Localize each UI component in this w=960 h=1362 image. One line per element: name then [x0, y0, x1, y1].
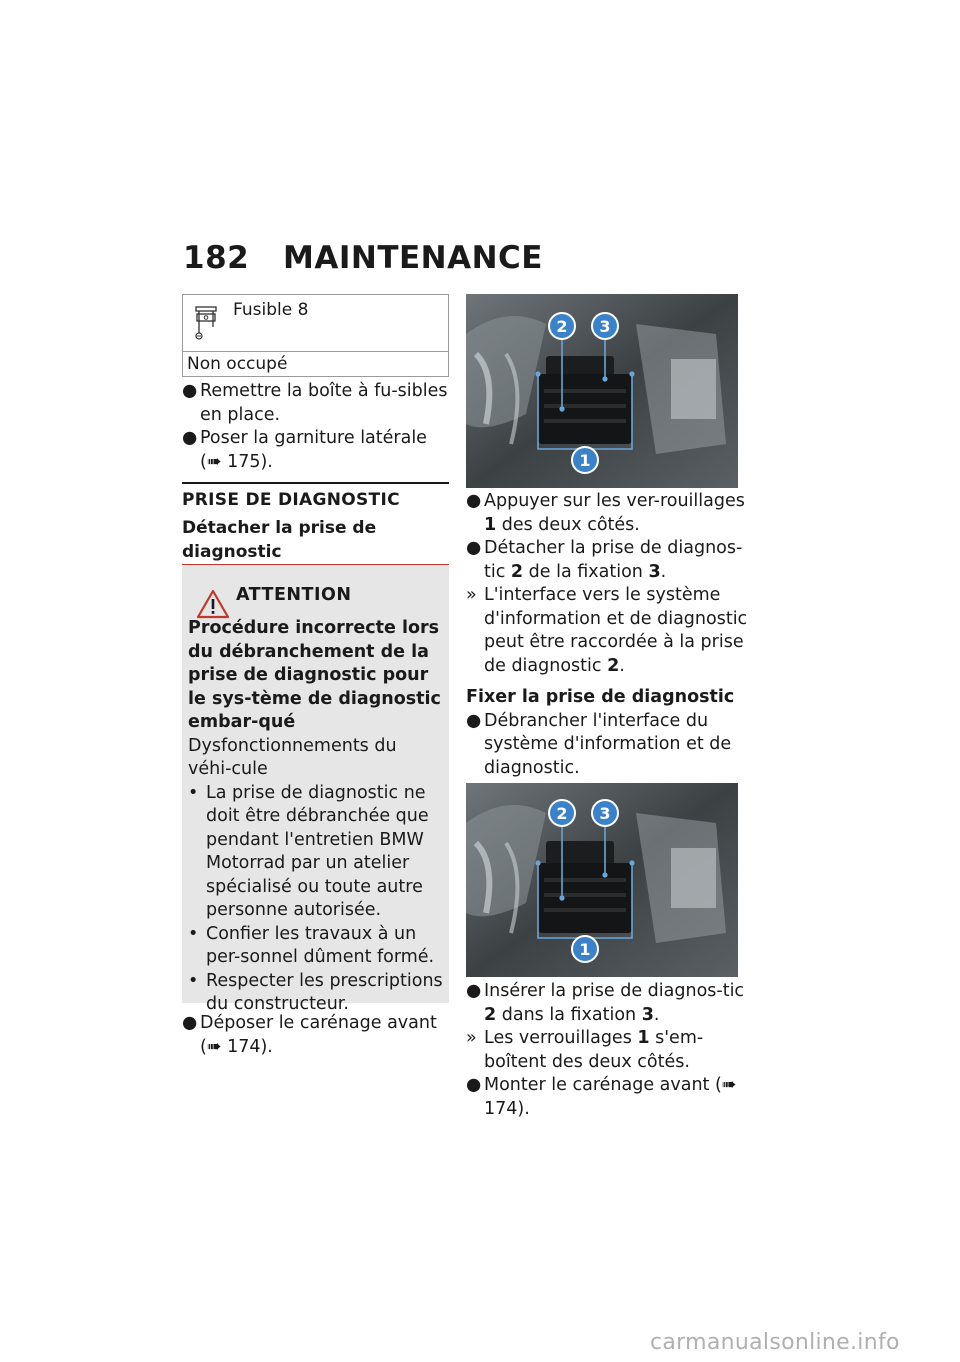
- watermark: carmanualsonline.info: [650, 1330, 900, 1355]
- callout-1: 1: [579, 940, 591, 959]
- bullet-icon: ●: [466, 1075, 482, 1095]
- section-subtitle: Détacher la prise de diagnostic: [182, 518, 377, 562]
- bullet-icon: ●: [182, 1013, 198, 1033]
- right-steps-3: [466, 980, 751, 1121]
- fuse-table-header: [183, 295, 448, 352]
- bullet-icon: •: [188, 970, 199, 991]
- callout-1: 1: [579, 451, 591, 470]
- page-header: [183, 240, 543, 276]
- page-reference[interactable]: 174: [227, 1036, 261, 1057]
- bullet-icon: ●: [182, 428, 198, 448]
- list-item: • Confier les travaux à un per-sonnel dûment formé.: [188, 923, 435, 967]
- left-steps: [182, 380, 452, 474]
- warning-title: Procédure incorrecte lors du débranchement de la prise de diagnostic pour le sys-tème de diagnostic embar-qué: [188, 618, 441, 732]
- callout-3: 3: [599, 317, 611, 336]
- arrow-ref-icon: ➠: [206, 1036, 228, 1057]
- bullet-icon: ●: [182, 381, 198, 401]
- section-title: PRISE DE DIAGNOSTIC: [182, 490, 400, 510]
- warning-triangle-icon: [196, 589, 230, 623]
- fuse-icon: [193, 305, 219, 345]
- callout-3: 3: [599, 804, 611, 823]
- list-item: ● Remettre la boîte à fu-sibles en place.: [182, 381, 448, 425]
- bullet-icon: ●: [466, 538, 482, 558]
- list-item: • La prise de diagnostic ne doit être débranchée que pendant l'entretien BMW Motorrad par un atelier spécialisé ou toute autre personne autorisée.: [188, 782, 429, 920]
- fuse-title: Fusible 8: [233, 300, 309, 320]
- list-item: ● Débrancher l'interface du système d'information et de diagnostic.: [466, 710, 732, 778]
- callout-2: 2: [556, 804, 568, 823]
- list-item: • Respecter les prescriptions du constructeur.: [188, 970, 443, 1014]
- bullet-icon: ●: [466, 491, 482, 511]
- left-final-step: [182, 1012, 452, 1059]
- figure-diagnostic-plug-1: [466, 294, 738, 488]
- arrow-ref-icon: ➠: [721, 1075, 737, 1095]
- result-item: » L'interface vers le système d'information et de diagnostic peut être raccordée à la prise de diagnostic 2.: [466, 585, 748, 676]
- right-steps-1: [466, 490, 751, 780]
- page-reference[interactable]: 175: [227, 451, 261, 472]
- page-number: 182: [183, 240, 250, 276]
- warning-items: [188, 782, 443, 1017]
- bullet-icon: ●: [466, 710, 482, 731]
- fuse-value: Non occupé: [187, 354, 288, 374]
- list-item: ● Détacher la prise de diagnos-tic 2 de la fixation 3.: [466, 538, 743, 582]
- bullet-icon: ●: [466, 981, 482, 1001]
- result-arrow-icon: »: [466, 585, 477, 605]
- list-item: ● Insérer la prise de diagnos-tic 2 dans la fixation 3.: [466, 981, 745, 1025]
- warning-label: ATTENTION: [236, 585, 352, 605]
- bullet-icon: •: [188, 782, 199, 803]
- fuse-table: [182, 294, 449, 377]
- warning-consequence: Dysfonctionnements du véhi-cule: [188, 735, 397, 779]
- bullet-icon: •: [188, 923, 199, 944]
- result-arrow-icon: »: [466, 1028, 477, 1048]
- list-item: ● Poser la garniture latérale (➠ 175).: [182, 428, 427, 472]
- callout-2: 2: [556, 317, 568, 336]
- result-item: » Les verrouillages 1 s'em-boîtent des deux côtés.: [466, 1028, 704, 1072]
- warning-box: [182, 565, 449, 1014]
- section-heading: [182, 482, 449, 564]
- arrow-ref-icon: ➠: [206, 451, 228, 472]
- list-item: ● Monter le carénage avant (➠ 174).: [466, 1075, 737, 1119]
- subheading: Fixer la prise de diagnostic: [466, 687, 735, 707]
- page-reference[interactable]: 174: [484, 1098, 518, 1119]
- page-title: MAINTENANCE: [283, 240, 543, 276]
- figure-diagnostic-plug-2: [466, 783, 738, 977]
- list-item: ● Déposer le carénage avant (➠ 174).: [182, 1013, 437, 1057]
- list-item: ● Appuyer sur les ver-rouillages 1 des deux côtés.: [466, 491, 745, 535]
